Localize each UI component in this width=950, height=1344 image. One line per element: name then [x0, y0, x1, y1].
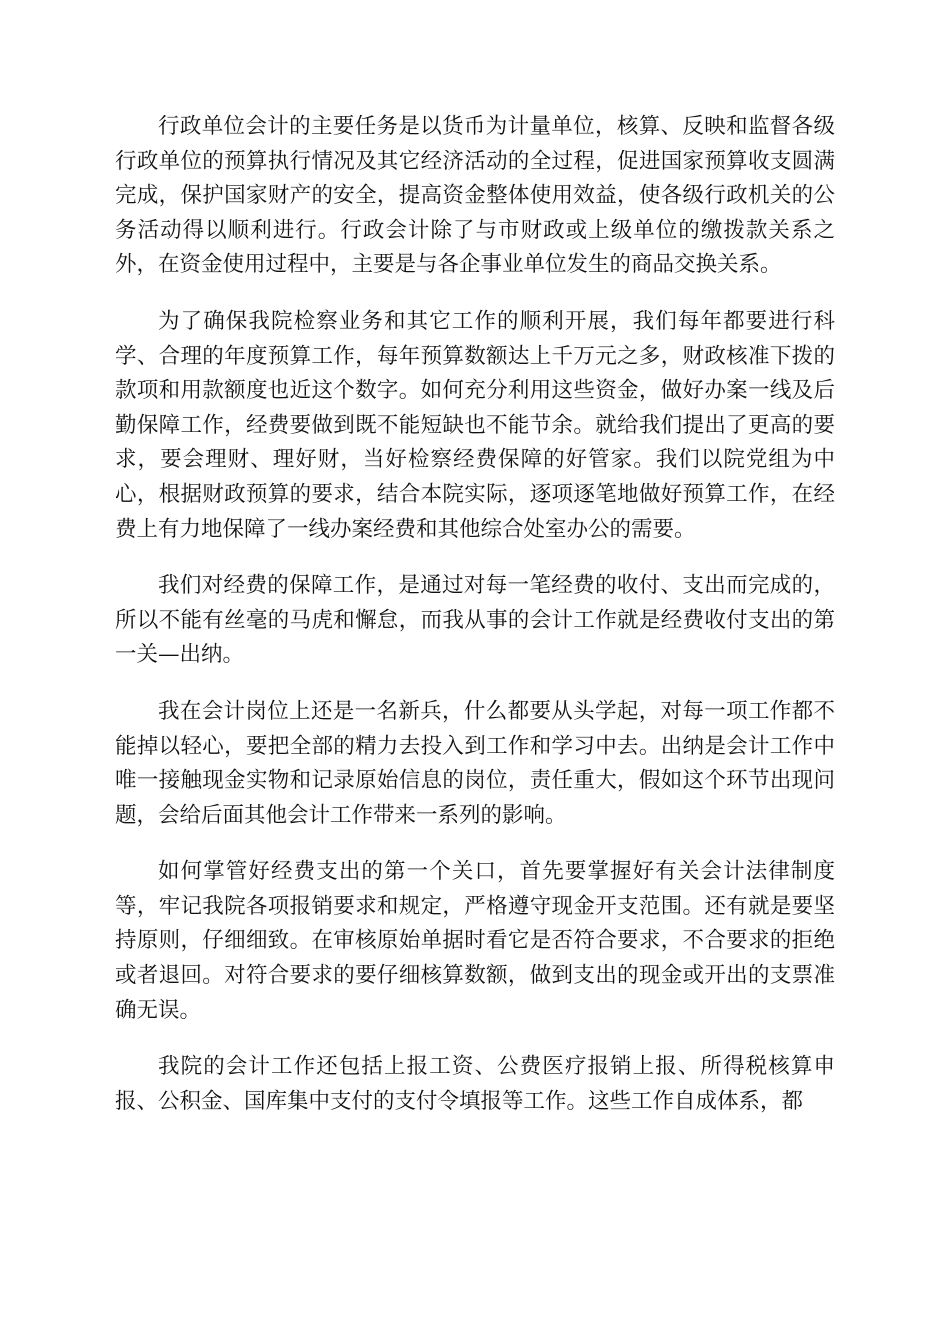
- paragraph-3: 我们对经费的保障工作，是通过对每一笔经费的收付、支出而完成的，所以不能有丝毫的马虎和懈怠，而我从事的会计工作就是经费收付支出的第一关—出纳。: [115, 573, 835, 668]
- paragraph-2: 为了确保我院检察业务和其它工作的顺利开展，我们每年都要进行科学、合理的年度预算工作，每年预算数额达上千万元之多，财政核准下拨的款项和用款额度也近这个数字。如何充分利用这些资金，做好办案一线及后勤保障工作，经费要做到既不能短缺也不能节余。就给我们提出了更高的要求，要会理财、理好财，当好检察经费保障的好管家。我们以院党组为中心，根据财政预算的要求，结合本院实际，逐项逐笔地做好预算工作，在经费上有力地保障了一线办案经费和其他综合处室办公的需要。: [115, 308, 835, 542]
- document-page: [115, 110, 835, 1141]
- paragraph-4: 我在会计岗位上还是一名新兵，什么都要从头学起，对每一项工作都不能掉以轻心，要把全部的精力去投入到工作和学习中去。出纳是会计工作中唯一接触现金实物和记录原始信息的岗位，责任重大，假如这个环节出现问题，会给后面其他会计工作带来一系列的影响。: [115, 698, 835, 828]
- paragraph-1: 行政单位会计的主要任务是以货币为计量单位，核算、反映和监督各级行政单位的预算执行情况及其它经济活动的全过程，促进国家预算收支圆满完成，保护国家财产的安全，提高资金整体使用效益，使各级行政机关的公务活动得以顺利进行。行政会计除了与市财政或上级单位的缴拨款关系之外，在资金使用过程中，主要是与各企事业单位发生的商品交换关系。: [115, 114, 835, 278]
- paragraph-5: 如何掌管好经费支出的第一个关口，首先要掌握好有关会计法律制度等，牢记我院各项报销要求和规定，严格遵守现金开支范围。还有就是要坚持原则，仔细细致。在审核原始单据时看它是否符合要求，不合要求的拒绝或者退回。对符合要求的要仔细核算数额，做到支出的现金或开出的支票准确无误。: [115, 859, 835, 1023]
- paragraph-6: 我院的会计工作还包括上报工资、公费医疗报销上报、所得税核算申报、公积金、国库集中支付的支付令填报等工作。这些工作自成体系，都: [115, 1054, 835, 1114]
